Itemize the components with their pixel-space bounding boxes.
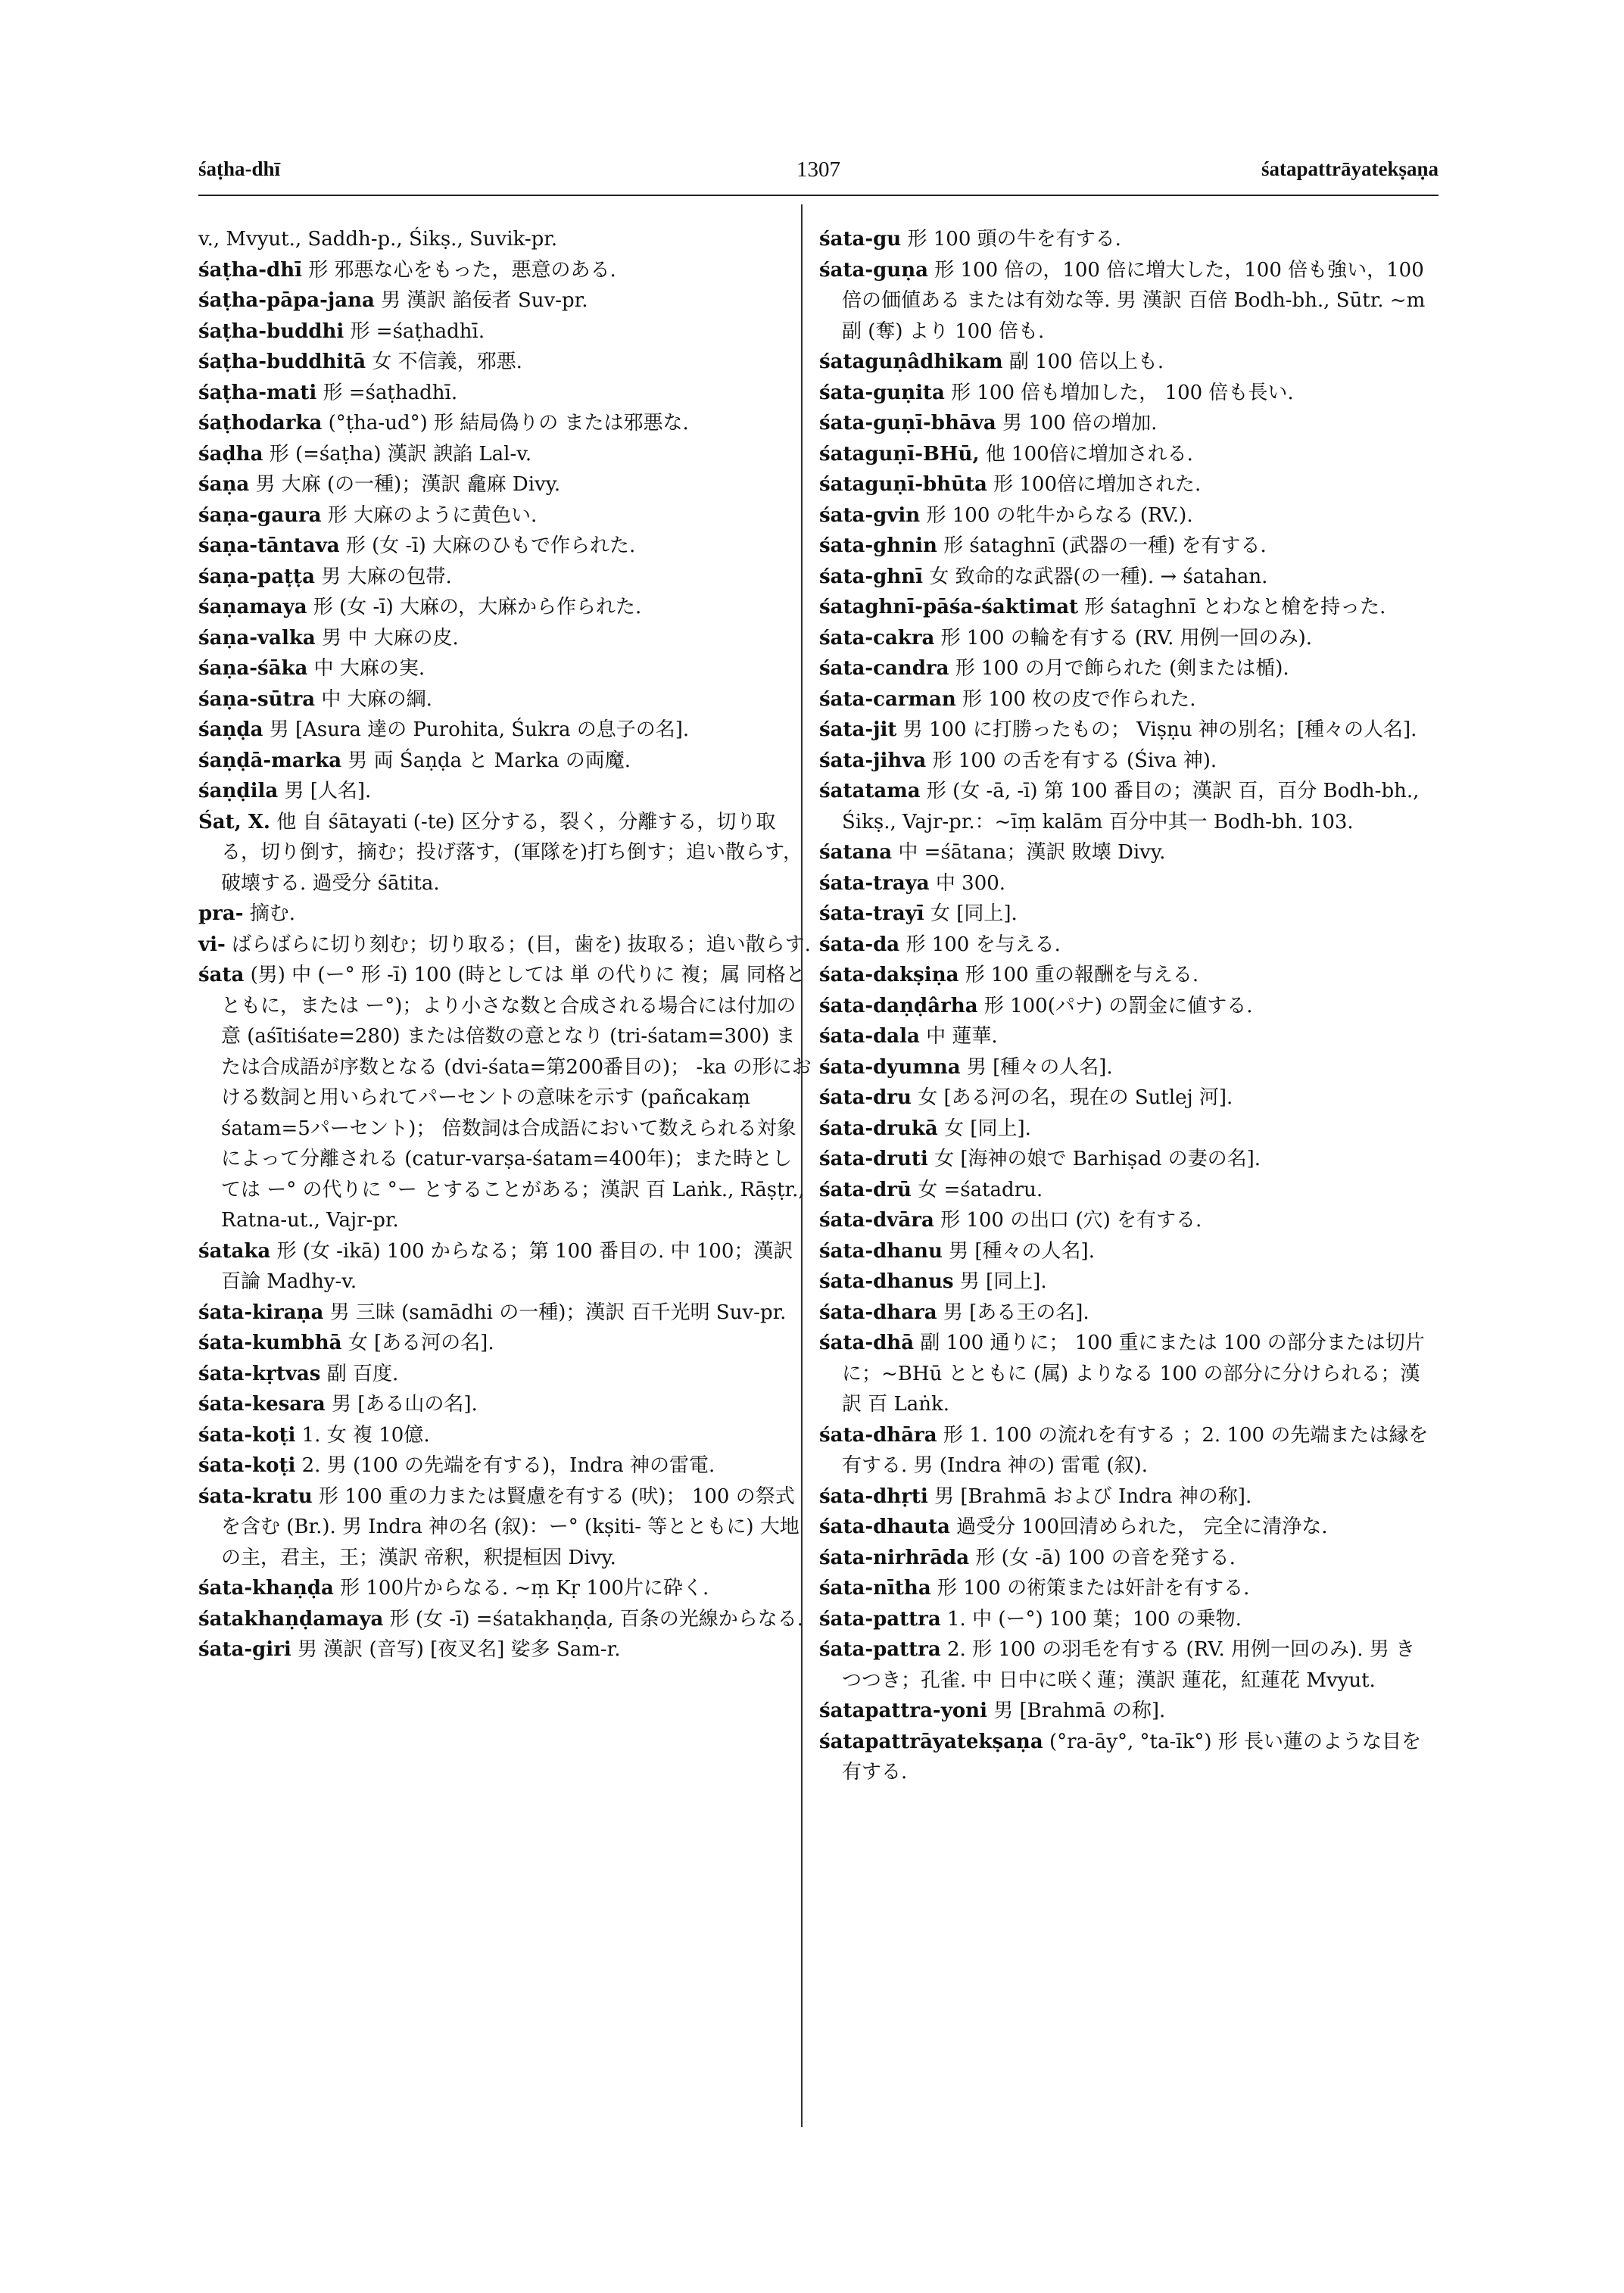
entry-headword: śataguṇâdhikam xyxy=(819,350,1003,373)
right-column xyxy=(819,224,1432,1788)
entry-definition: 形 (女 -ī) =śatakhaṇḍa, 百条の光線からなる. xyxy=(389,1607,804,1631)
entry-headword: śata-koṭi xyxy=(198,1454,296,1477)
dictionary-entry xyxy=(198,1328,812,1359)
entry-definition: 形 100 の月で飾られた (剣または楯). xyxy=(955,657,1289,680)
dictionary-entry xyxy=(198,378,812,409)
dictionary-entry xyxy=(819,1328,1432,1420)
dictionary-entry xyxy=(819,1512,1432,1543)
entry-definition: 形 (女 -ikā) 100 からなる；第 100 番目の. 中 100；漢訳 百論 Madhy-v. xyxy=(221,1239,793,1293)
dictionary-entry xyxy=(819,1481,1432,1513)
entry-headword: śataghnī-pāśa-śaktimat xyxy=(819,596,1079,618)
entry-headword: śataguṇī-BHū, xyxy=(819,442,980,466)
entry-headword: śaṇa xyxy=(198,473,250,496)
entry-definition: 副 100 通りに； 100 重にまたは 100 の部分または切片に；~BHū とともに (属) よりなる 100 の部分に分けられる；漢訳 百 Laṅk. xyxy=(842,1332,1425,1416)
entry-definition: 男 [ある山の名]. xyxy=(331,1393,478,1416)
dictionary-entry xyxy=(819,255,1432,347)
entry-definition: 形 大麻のように黄色い. xyxy=(327,503,538,527)
entry-definition: 男 漢訳 諂佞者 Suv-pr. xyxy=(381,289,588,312)
entry-definition: 形 =śaṭhadhī. xyxy=(323,381,458,404)
entry-definition: (°ra-āy°, °ta-īk°) 形 長い蓮のような目を有する. xyxy=(842,1730,1422,1784)
entry-headword: śaḍha xyxy=(198,442,263,466)
entry-headword: śata-gu xyxy=(819,228,902,251)
dictionary-entry xyxy=(198,1389,812,1420)
entry-definition: 副 百度. xyxy=(326,1362,399,1385)
dictionary-entry xyxy=(819,684,1432,715)
entry-definition: 中 蓮華. xyxy=(926,1025,998,1048)
dictionary-entry xyxy=(198,255,812,286)
entry-definition: 形 100 の輪を有する (RV. 用例一回のみ). xyxy=(940,626,1313,650)
entry-definition: 2. 形 100 の羽毛を有する (RV. 用例一回のみ). 男 きつつき；孔雀. 中 日中に咲く蓮；漢訳 蓮花，紅蓮花 Mvyut. xyxy=(842,1638,1415,1692)
dictionary-entry xyxy=(819,531,1432,562)
entry-headword: śaṇa-gaura xyxy=(198,503,322,527)
dictionary-entry xyxy=(819,1144,1432,1175)
page-number: 1307 xyxy=(796,157,840,182)
dictionary-entry xyxy=(198,224,812,255)
dictionary-entry xyxy=(819,562,1432,593)
entry-definition: 2. 男 (100 の先端を有する)，Indra 神の雷電. xyxy=(301,1454,715,1477)
entry-definition: 男 100 に打勝ったもの； Viṣṇu 神の別名；[種々の人名]. xyxy=(902,718,1417,741)
dictionary-entry xyxy=(198,1298,812,1329)
entry-definition: 男 [Brahmā の称]. xyxy=(993,1699,1166,1722)
dictionary-entry xyxy=(198,715,812,746)
entry-headword: śaṭha-dhī xyxy=(198,258,302,282)
entry-definition: 過受分 100回清められた， 完全に清浄な. xyxy=(956,1516,1328,1538)
entry-headword: śata-ghnin xyxy=(819,534,937,557)
dictionary-entry xyxy=(198,1481,812,1574)
entry-headword: śata-dhanus xyxy=(819,1270,954,1293)
entry-headword: śata-nirhrāda xyxy=(819,1546,970,1569)
dictionary-entry xyxy=(819,1114,1432,1145)
entry-headword: śata-dru xyxy=(819,1086,912,1109)
entry-headword: śaṇa-śāka xyxy=(198,657,308,680)
entry-headword: śata-kratu xyxy=(198,1485,313,1508)
entry-headword: śata-nītha xyxy=(819,1577,931,1600)
entry-headword: śata-koṭi xyxy=(198,1423,296,1447)
entry-definition: 1. 中 (ー°) 100 葉；100 の乗物. xyxy=(947,1607,1242,1631)
dictionary-entry xyxy=(198,1634,812,1665)
entry-headword: śata-drukā xyxy=(819,1117,938,1140)
dictionary-entry xyxy=(819,899,1432,930)
entry-headword: śatapattra-yoni xyxy=(819,1699,987,1722)
entry-definition: 形 (=śaṭha) 漢訳 諛諂 Lal-v. xyxy=(269,442,532,466)
dictionary-entry xyxy=(198,1573,812,1604)
entry-definition: 形 (女 -ā) 100 の音を発する. xyxy=(975,1546,1236,1569)
entry-headword: śata-dhāra xyxy=(819,1423,937,1447)
entry-definition: 形 100 倍の，100 倍に増大した，100 倍も強い，100 倍の価値ある または有効な等. 男 漢訳 百倍 Bodh-bh., Sūtr. ~m 副 (奪) より 100 倍も. xyxy=(842,258,1426,343)
entry-definition: 形 100 の牝牛からなる (RV.). xyxy=(926,503,1193,527)
entry-headword: śata-guṇa xyxy=(819,258,928,282)
entry-headword: śata-pattra xyxy=(819,1607,941,1631)
entry-headword: vi- xyxy=(198,933,226,956)
entry-headword: śata-kumbhā xyxy=(198,1332,342,1354)
dictionary-entry xyxy=(819,592,1432,623)
dictionary-entry xyxy=(819,776,1432,837)
entry-definition: 女 [ある河の名，現在の Sutlej 河]. xyxy=(918,1086,1233,1109)
entry-definition: ばらばらに切り刻む；切り取る；(目，歯を) 抜取る；追い散らす. xyxy=(232,933,811,956)
entry-definition: 形 100 倍も増加した， 100 倍も長い. xyxy=(951,381,1294,404)
entry-headword: śaṇḍā-marka xyxy=(198,749,342,772)
entry-headword: śaṭha-buddhi xyxy=(198,319,344,343)
entry-definition: 他 100倍に増加される. xyxy=(985,442,1193,466)
entry-definition: 形 100 の舌を有する (Śiva 神). xyxy=(932,749,1217,772)
entry-headword: śatakhaṇḍamaya xyxy=(198,1607,384,1631)
dictionary-entry xyxy=(198,408,812,439)
entry-definition: 摘む. xyxy=(249,902,296,925)
header-rule xyxy=(198,195,1439,196)
dictionary-entry xyxy=(819,1205,1432,1236)
entry-headword: śatapattrāyatekṣaṇa xyxy=(819,1730,1043,1753)
entry-definition: 男 100 倍の増加. xyxy=(1002,412,1158,435)
dictionary-entry xyxy=(819,224,1432,255)
entry-definition: 他 自 śātayati (-te) 区分する，裂く，分離する，切り取る，切り倒す，摘む；投げ落す，(軍隊を)打ち倒す；追い散らす，破壊する. 過受分 śātita. xyxy=(221,810,803,895)
entry-definition: 形 1. 100 の流れを有する ；2. 100 の先端または縁を有する. 男 (Indra 神の) 雷電 (叙). xyxy=(842,1423,1429,1477)
entry-definition: 男 [種々の人名]. xyxy=(966,1055,1113,1079)
dictionary-entry xyxy=(819,1696,1432,1727)
dictionary-entry xyxy=(819,408,1432,439)
entry-definition: 形 邪悪な心をもった，悪意のある. xyxy=(308,258,616,282)
dictionary-entry xyxy=(198,746,812,777)
entry-headword: śata-dhanu xyxy=(819,1239,943,1263)
dictionary-entry xyxy=(198,807,812,899)
entry-definition: 男 [Brahmā および Indra 神の称]. xyxy=(934,1485,1252,1508)
entry-definition: 形 100 頭の牛を有する. xyxy=(907,228,1121,251)
entry-definition: 男 三昧 (samādhi の一種)；漢訳 百千光明 Suv-pr. xyxy=(329,1301,787,1324)
entry-definition: 女 不信義，邪悪. xyxy=(372,350,522,373)
dictionary-entry xyxy=(819,469,1432,500)
entry-headword: śata-traya xyxy=(819,871,930,895)
entry-headword: śaṭha-buddhitā xyxy=(198,350,366,373)
entry-headword: śata-cakra xyxy=(819,626,935,650)
dictionary-entry xyxy=(819,837,1432,868)
entry-definition: 形 100倍に増加された. xyxy=(993,473,1202,496)
entry-definition: 形 100片からなる. ~ṃ Kṛ 100片に砕く. xyxy=(340,1577,709,1600)
dictionary-entry xyxy=(198,1420,812,1451)
entry-definition: 男 [種々の人名]. xyxy=(949,1239,1095,1263)
dictionary-entry xyxy=(198,285,812,316)
dictionary-entry xyxy=(198,347,812,378)
dictionary-entry xyxy=(198,1236,812,1298)
dictionary-entry xyxy=(198,623,812,654)
entry-headword: śaṭha-mati xyxy=(198,381,317,404)
dictionary-entry xyxy=(819,1175,1432,1206)
entry-definition: 形 śataghnī (武器の一種) を有する. xyxy=(943,534,1267,557)
dictionary-entry xyxy=(198,653,812,684)
entry-headword: Śat, X. xyxy=(198,810,270,833)
entry-definition: 形 =śaṭhadhī. xyxy=(350,319,485,343)
entry-definition: v., Mvyut., Saddh-p., Śikṣ., Suvik-pr. xyxy=(198,228,558,251)
dictionary-entry xyxy=(198,684,812,715)
entry-definition: (°ṭha-ud°) 形 結局偽りの または邪悪な. xyxy=(328,412,689,435)
dictionary-entry xyxy=(819,378,1432,409)
entry-headword: śata-kiraṇa xyxy=(198,1301,324,1324)
dictionary-entry xyxy=(198,531,812,562)
entry-headword: śaṭhodarka xyxy=(198,412,323,435)
dictionary-entry xyxy=(198,316,812,347)
entry-definition: 中 =śātana；漢訳 敗壊 Divy. xyxy=(898,841,1166,864)
entry-headword: śata xyxy=(198,964,245,986)
entry-definition: (男) 中 (ー° 形 -ī) 100 (時としては 単 の代りに 複；属 同格とともに，または ー°)；より小さな数と合成される場合には付加の意 (aśītiśate=280) または倍数の意となり (tri-śatam=300) または合成語が序数となる (dvi-śata=第200番目の)； -ka の形における数詞と用いられてパーセントの意味を示す (pañcakaṃ śatam=5パーセント)； 倍数詞は合成語において数えられる対象によって分離される (catur-varṣa-śatam=400年)；また時としては ー° の代りに °ー とすることがある；漢訳 百 Laṅk., Rāṣṭr., Ratna-ut., Vajr-pr. xyxy=(221,964,812,1232)
entry-headword: śata-pattra xyxy=(819,1638,941,1661)
entry-headword: śaṭha-pāpa-jana xyxy=(198,289,375,312)
entry-definition: 中 大麻の実. xyxy=(313,657,425,680)
entry-headword: śaṇḍila xyxy=(198,780,279,802)
entry-definition: 1. 女 複 10億. xyxy=(301,1423,430,1447)
entry-headword: śaṇamaya xyxy=(198,596,307,618)
dictionary-entry xyxy=(819,500,1432,531)
entry-headword: śata-dhauta xyxy=(819,1516,950,1538)
entry-headword: śata-kesara xyxy=(198,1393,326,1416)
entry-headword: śata-daṇḍârha xyxy=(819,994,978,1017)
entry-headword: śata-candra xyxy=(819,657,949,680)
dictionary-entry xyxy=(819,1236,1432,1267)
entry-headword: śata-drū xyxy=(819,1178,912,1201)
entry-definition: 女 [海神の娘で Barhiṣad の妻の名]. xyxy=(934,1148,1261,1170)
entry-headword: śata-da xyxy=(819,933,900,956)
entry-headword: śata-guṇī-bhāva xyxy=(819,412,996,435)
dictionary-entry xyxy=(198,1450,812,1481)
entry-headword: śata-dhṛti xyxy=(819,1485,928,1508)
entry-headword: śata-dala xyxy=(819,1025,920,1048)
entry-definition: 女 致命的な武器(の一種). → śatahan. xyxy=(929,565,1268,588)
entry-headword: śataka xyxy=(198,1239,271,1263)
entry-headword: śata-dhara xyxy=(819,1301,937,1324)
dictionary-entry xyxy=(819,623,1432,654)
entry-headword: śata-jit xyxy=(819,718,897,741)
dictionary-entry xyxy=(819,1727,1432,1788)
running-header xyxy=(198,157,1439,191)
dictionary-entry xyxy=(819,746,1432,777)
dictionary-entry xyxy=(819,1420,1432,1481)
entry-definition: 男 大麻の包帯. xyxy=(321,565,452,588)
entry-definition: 男 大麻 (の一種)；漢訳 龕麻 Divy. xyxy=(255,473,561,496)
dictionary-entry xyxy=(198,592,812,623)
entry-definition: 男 [Asura 達の Purohita, Śukra の息子の名]. xyxy=(269,718,690,741)
entry-definition: 女 [同上]. xyxy=(930,902,1018,925)
entry-definition: 形 100 重の力または賢慮を有する (吠)； 100 の祭式を含む (Br.). 男 Indra 神の名 (叙)：ー° (kṣiti- 等とともに) 大地の主，君主，王；漢訳 帝釈，釈提桓因 Divy. xyxy=(221,1485,800,1569)
entry-definition: 男 [同上]. xyxy=(959,1270,1047,1293)
entry-definition: 形 100(パナ) の罰金に値する. xyxy=(983,994,1253,1017)
entry-definition: 形 100 重の報酬を与える. xyxy=(965,964,1199,986)
dictionary-entry xyxy=(819,1052,1432,1083)
entry-headword: śata-jihva xyxy=(819,749,927,772)
entry-headword: śata-ghnī xyxy=(819,565,923,588)
dictionary-entry xyxy=(198,930,812,961)
entry-headword: śata-giri xyxy=(198,1638,291,1661)
entry-definition: 形 100 枚の皮で作られた. xyxy=(962,687,1196,711)
entry-headword: śaṇa-sūtra xyxy=(198,687,316,711)
entry-definition: 男 [ある王の名]. xyxy=(943,1301,1089,1324)
entry-headword: śatana xyxy=(819,841,893,864)
entry-definition: 中 大麻の綱. xyxy=(321,687,432,711)
entry-headword: śata-druti xyxy=(819,1148,928,1170)
dictionary-entry xyxy=(198,776,812,807)
dictionary-entry xyxy=(198,1359,812,1390)
dictionary-entry xyxy=(819,1634,1432,1696)
entry-headword: śata-dhā xyxy=(819,1332,915,1354)
dictionary-entry xyxy=(198,1604,812,1635)
entry-definition: 中 300. xyxy=(935,871,1006,895)
entry-definition: 形 100 を与える. xyxy=(906,933,1061,956)
left-guide-word: śaṭha-dhī xyxy=(198,157,281,180)
entry-definition: 男 漢訳 (音写) [夜叉名] 娑多 Sam-r. xyxy=(298,1638,621,1661)
entry-headword: śata-carman xyxy=(819,687,956,711)
entry-headword: śaṇa-paṭṭa xyxy=(198,565,315,588)
entry-headword: śaṇa-tāntava xyxy=(198,534,340,557)
dictionary-entry xyxy=(819,653,1432,684)
entry-headword: śaṇa-valka xyxy=(198,626,316,650)
dictionary-entry xyxy=(819,347,1432,378)
entry-headword: śata-dakṣiṇa xyxy=(819,964,959,986)
entry-headword: śataguṇī-bhūta xyxy=(819,473,987,496)
dictionary-entry xyxy=(819,1604,1432,1635)
entry-headword: śata-kṛtvas xyxy=(198,1362,321,1385)
dictionary-entry xyxy=(819,1021,1432,1052)
dictionary-entry xyxy=(198,562,812,593)
entry-definition: 男 [人名]. xyxy=(284,780,372,802)
entry-definition: 形 (女 -ā, -ī) 第 100 番目の；漢訳 百，百分 Bodh-bh., Śikṣ., Vajr-pr.：~īṃ kalām 百分中其一 Bodh-bh. 103. xyxy=(842,780,1420,833)
dictionary-entry xyxy=(819,868,1432,899)
dictionary-entry xyxy=(819,930,1432,961)
entry-definition: 形 (女 -ī) 大麻のひもで作られた. xyxy=(345,534,636,557)
dictionary-entry xyxy=(819,1083,1432,1114)
dictionary-entry xyxy=(198,469,812,500)
entry-headword: śata-gvin xyxy=(819,503,921,527)
entry-headword: śata-guṇita xyxy=(819,381,945,404)
entry-definition: 女 =śatadru. xyxy=(918,1178,1043,1201)
dictionary-entry xyxy=(819,991,1432,1022)
dictionary-entry xyxy=(819,960,1432,991)
entry-definition: 副 100 倍以上も. xyxy=(1008,350,1164,373)
entry-definition: 女 [同上]. xyxy=(944,1117,1031,1140)
entry-headword: śata-dyumna xyxy=(819,1055,961,1079)
entry-headword: śata-trayī xyxy=(819,902,924,925)
entry-definition: 男 両 Śaṇḍa と Marka の両魔. xyxy=(348,749,631,772)
entry-headword: śata-dvāra xyxy=(819,1209,934,1232)
entry-definition: 形 (女 -ī) 大麻の，大麻から作られた. xyxy=(313,596,642,618)
dictionary-entry xyxy=(819,439,1432,470)
entry-definition: 形 śataghnī とわなと槍を持った. xyxy=(1084,596,1386,618)
dictionary-entry xyxy=(819,1543,1432,1574)
entry-headword: śaṇḍa xyxy=(198,718,263,741)
entry-definition: 男 中 大麻の皮. xyxy=(321,626,459,650)
entry-definition: 形 100 の術策または奸計を有する. xyxy=(937,1577,1250,1600)
dictionary-entry xyxy=(198,899,812,930)
entry-headword: pra- xyxy=(198,902,244,925)
dictionary-entry xyxy=(819,715,1432,746)
right-guide-word: śatapattrāyatekṣaṇa xyxy=(1261,157,1439,180)
dictionary-entry xyxy=(198,439,812,470)
dictionary-entry xyxy=(819,1298,1432,1329)
entry-definition: 形 100 の出口 (穴) を有する. xyxy=(940,1209,1202,1232)
dictionary-entry xyxy=(198,500,812,531)
entry-headword: śatatama xyxy=(819,780,921,802)
entry-definition: 女 [ある河の名]. xyxy=(348,1332,494,1354)
entry-headword: śata-khaṇḍa xyxy=(198,1577,334,1600)
dictionary-entry xyxy=(198,960,812,1236)
dictionary-entry xyxy=(819,1266,1432,1298)
dictionary-entry xyxy=(819,1573,1432,1604)
left-column xyxy=(198,224,812,1665)
